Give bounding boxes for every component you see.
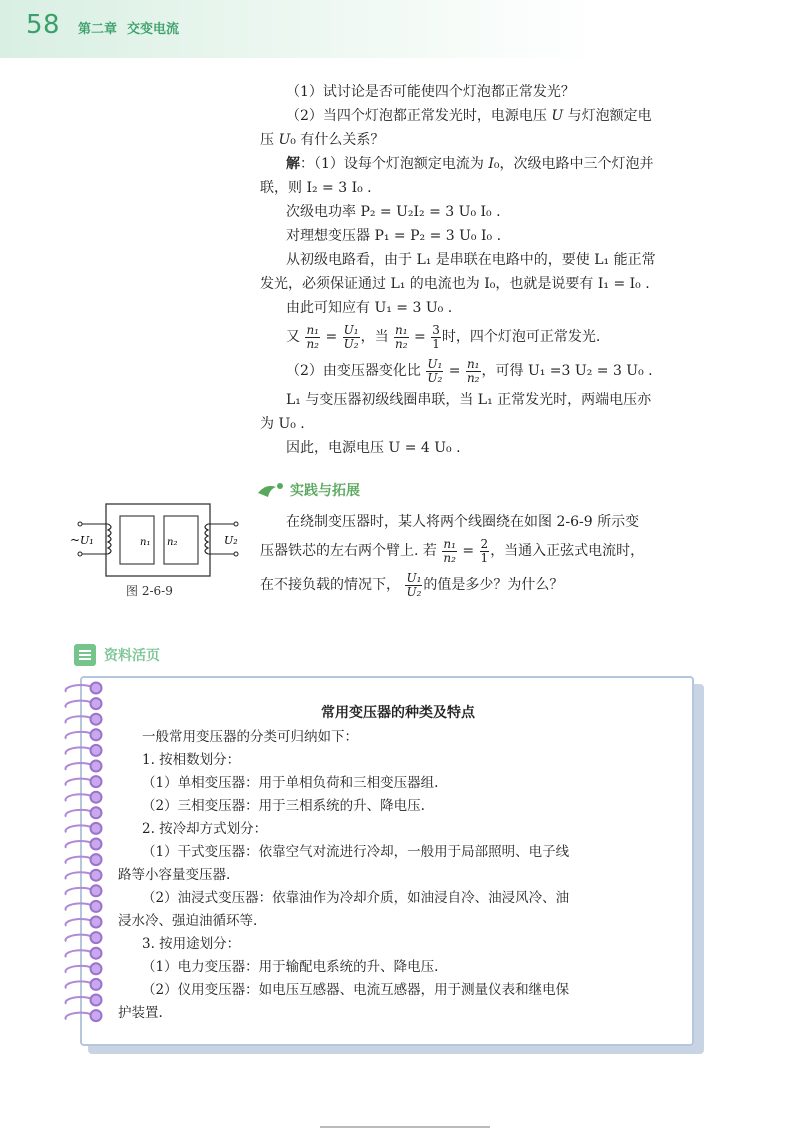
ring-hole — [91, 823, 102, 834]
ring-hole — [91, 963, 102, 974]
fraction-u1-u2: $\frac{\text{U₁}}{\text{U₂}}$ — [343, 322, 359, 351]
figure-caption: 图 2-6-9 — [126, 584, 173, 598]
ring-hole — [91, 979, 102, 990]
ring-hole — [91, 870, 102, 881]
ring-hole — [91, 729, 102, 740]
n2-label: n₂ — [167, 537, 178, 548]
transformer-diagram — [68, 500, 248, 580]
note-line: （2）三相变压器：用于三相系统的升、降电压. — [142, 798, 425, 814]
practice-heading — [256, 480, 360, 500]
u1-relation: 由此可知应有 U₁ = 3 U₀ . — [286, 300, 453, 316]
note-section-title: 资料活页 — [104, 648, 160, 664]
ring-hole — [91, 683, 102, 694]
spiral-rings — [60, 680, 110, 1040]
u2-label: U₂ — [224, 534, 238, 547]
page-number: 58 — [26, 10, 61, 40]
ring-hole — [91, 917, 102, 928]
practice-title: 实践与拓展 — [290, 483, 360, 499]
note-line: （1）电力变压器：用于输配电系统的升、降电压. — [142, 959, 439, 975]
question-1: （1）试讨论是否可能使四个灯泡都正常发光？ — [286, 84, 575, 100]
chapter-title: 交变电流 — [127, 22, 180, 37]
note-content — [118, 700, 678, 1025]
ideal-transformer: 对理想变压器 P₁ = P₂ = 3 U₀ I₀ . — [286, 228, 502, 244]
ring-hole — [91, 745, 102, 756]
ring-hole — [91, 698, 102, 709]
fraction-2-1: $\frac{2}{1}$ — [480, 536, 489, 565]
turns-ratio-line: 又 $\frac{\text{n₁}}{\text{n₂}}$ = $\frac{\text{U₁}}{\text{U₂}}$ ，当 $\frac{\text{n₁}}{\text{n₂}}$ = $\frac{3}{1}$ 时，四个灯泡可正常发光. — [286, 322, 601, 351]
note-line: （2）油浸式变压器：依靠油作为冷却介质，如油浸自冷、油浸风冷、油 — [142, 890, 570, 906]
fraction-n1-n2: $\frac{\text{n₁}}{\text{n₂}}$ — [466, 356, 480, 385]
notebook-icon — [74, 644, 96, 666]
fraction-u1-u2: $\frac{\text{U₁}}{\text{U₂}}$ — [406, 570, 422, 599]
chapter-heading — [78, 18, 179, 37]
ring-hole — [91, 948, 102, 959]
practice-line2: 压器铁芯的左右两个臂上. 若 $\frac{\text{n₁}}{\text{n₂}}$ = $\frac{2}{1}$ ，当通入正弦式电流时， — [260, 536, 645, 565]
fraction-u1-u2: $\frac{\text{U₁}}{\text{U₂}}$ — [427, 356, 443, 385]
ring-hole — [91, 901, 102, 912]
fraction-3-1: $\frac{3}{1}$ — [432, 322, 440, 351]
l1-series-line1: L₁ 与变压器初级线圈串联，当 L₁ 正常发光时，两端电压亦 — [286, 392, 652, 408]
ring-hole — [91, 776, 102, 787]
fraction-n1-n2: $\frac{\text{n₁}}{\text{n₂}}$ — [443, 536, 456, 565]
note-title: 常用变压器的种类及特点 — [321, 705, 475, 721]
ring-hole — [91, 932, 102, 943]
question-2-line1: （2）当四个灯泡都正常发光时，电源电压 U 与灯泡额定电 — [286, 108, 652, 124]
primary-circuit-line1: 从初级电路看，由于 L₁ 是串联在电路中的，要使 L₁ 能正常 — [286, 252, 656, 268]
note-section-heading — [74, 644, 160, 666]
note-line: 2. 按冷却方式划分： — [142, 821, 268, 837]
note-line: 3. 按用途划分： — [142, 936, 241, 952]
ring-hole — [91, 885, 102, 896]
note-line: 路等小容量变压器. — [118, 867, 231, 883]
note-line: 浸水冷、强迫油循环等. — [118, 913, 258, 929]
practice-icon — [256, 481, 286, 499]
secondary-power: 次级电功率 P₂ = U₂I₂ = 3 U₀ I₀ . — [286, 204, 501, 220]
fraction-n1-n2: $\frac{\text{n₁}}{\text{n₂}}$ — [395, 322, 408, 351]
l1-series-line2: 为 U₀ . — [260, 416, 305, 432]
ring-hole — [91, 1010, 102, 1021]
ring-hole — [91, 839, 102, 850]
solution-line2: 联，则 I₂ = 3 I₀ . — [260, 180, 372, 196]
conclusion: 因此，电源电压 U = 4 U₀ . — [286, 440, 461, 456]
note-line: （1）干式变压器：依靠空气对流进行冷却，一般用于局部照明、电子线 — [142, 844, 570, 860]
solution-line1: 解：（1）设每个灯泡额定电流为 I₀，次级电路中三个灯泡并 — [286, 156, 654, 172]
note-line: 护装置. — [118, 1005, 163, 1021]
practice-text — [260, 510, 715, 602]
question-2-line2: 压 U₀ 有什么关系？ — [260, 132, 385, 148]
ring-hole — [91, 761, 102, 772]
ring-hole — [91, 714, 102, 725]
note-line: 1. 按相数划分： — [142, 752, 241, 768]
fraction-n1-n2: $\frac{\text{n₁}}{\text{n₂}}$ — [306, 322, 319, 351]
note-line: （2）仪用变压器：如电压互感器、电流互感器，用于测量仪表和继电保 — [142, 982, 570, 998]
ring-hole — [91, 854, 102, 865]
note-line: 一般常用变压器的分类可归纳如下： — [142, 729, 358, 745]
practice-line3: 在不接负载的情况下， $\frac{\text{U₁}}{\text{U₂}}$ 的值是多少？为什么？ — [260, 570, 564, 599]
chapter-number: 第二章 — [78, 22, 118, 37]
ring-hole — [91, 792, 102, 803]
ring-hole — [91, 995, 102, 1006]
n1-label: n₁ — [140, 537, 151, 548]
solution-text — [260, 80, 715, 460]
part-2-line: （2）由变压器变化比 $\frac{\text{U₁}}{\text{U₂}}$ = $\frac{\text{n₁}}{\text{n₂}}$ ，可得 U₁ =3 U₂ = 3 U₀ . — [286, 356, 653, 385]
ring-hole — [91, 807, 102, 818]
u1-label: U₁ — [80, 534, 94, 547]
ac-source-label: ~ — [70, 533, 81, 547]
note-line: （1）单相变压器：用于单相负荷和三相变压器组. — [142, 775, 439, 791]
primary-circuit-line2: 发光，必须保证通过 L₁ 的电流也为 I₀，也就是说要有 I₁ = I₀ . — [260, 276, 650, 292]
practice-line1: 在绕制变压器时，某人将两个线圈绕在如图 2-6-9 所示变 — [286, 514, 640, 530]
footer-rule — [320, 1126, 490, 1128]
